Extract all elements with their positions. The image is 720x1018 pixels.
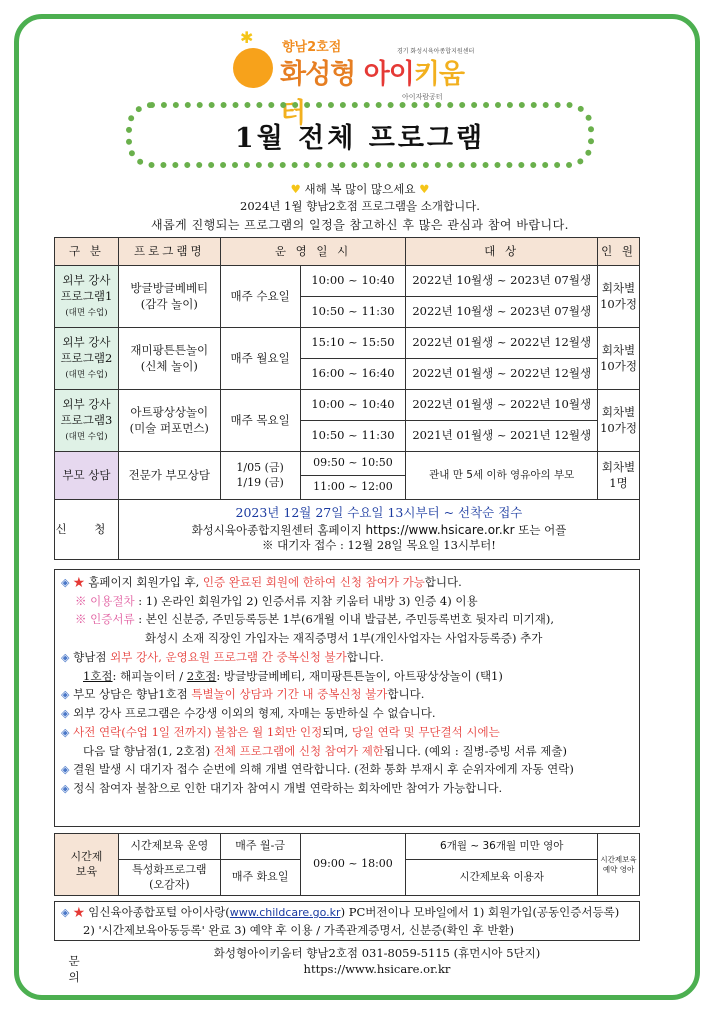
- target-cell: 2022년 01월생 ~ 2022년 10월생: [406, 390, 598, 421]
- header-program: 프로그램명: [118, 238, 220, 266]
- apply-info: [118, 500, 639, 560]
- table-row: [55, 390, 640, 421]
- target-cell: 6개월 ~ 36개월 미만 영아: [406, 834, 598, 860]
- program-table: [54, 237, 640, 560]
- note-item: ◈ 결원 발생 시 대기자 접수 순번에 의해 개별 연락합니다. (전화 통화 부재시 후 순위자에게 자동 연락): [61, 762, 574, 777]
- table-header-row: [55, 238, 640, 266]
- greeting-line2: 2024년 1월 향남2호점 프로그램을 소개합니다.: [240, 199, 480, 213]
- header-count: 인 원: [598, 238, 640, 266]
- timecare-label: 시간제 보육: [55, 834, 119, 896]
- time-cell: 10:50 ~ 11:30: [300, 421, 406, 452]
- day-cell: 매주 월요일: [220, 328, 300, 390]
- note-item: ※ 이용절차 : 1) 온라인 회원가입 2) 인증서류 지참 키움터 내방 3) 인증 4) 이용: [75, 593, 478, 608]
- diamond-icon: ◈: [61, 725, 70, 739]
- target-cell: 2022년 10월생 ~ 2023년 07월생: [406, 297, 598, 328]
- target-cell: 2021년 01월생 ~ 2021년 12월생: [406, 421, 598, 452]
- logo-name: 화성형 아이키움터: [280, 59, 464, 129]
- apply-method: 화성시육아종합지원센터 홈페이지 https://www.hsicare.or.kr 또는 어플: [191, 522, 567, 537]
- logo-branch: 향남2호점: [282, 40, 342, 55]
- note-item: 화성시 소재 직장인 가입자는 재직증명서 1부(개인사업자는 사업자등록증) 추가: [145, 631, 543, 646]
- header-schedule: 운 영 일 시: [220, 238, 406, 266]
- note-item: ※ 인증서류 : 본인 신분증, 주민등록등본 1부(6개월 이내 발급본, 주민등록번호 뒷자리 미기재),: [75, 612, 554, 627]
- category-cell: 외부 강사 프로그램1 (대면 수업): [55, 266, 119, 328]
- star-icon: ★: [73, 575, 85, 589]
- footer-line2: 2) '시간제보육아동등록' 완료 3) 예약 후 이용 / 가족관계증명서, 신분증(확인 후 반환): [83, 922, 515, 937]
- target-cell: 관내 만 5세 이하 영유아의 부모: [406, 452, 598, 500]
- heart-icon: ♥: [290, 182, 301, 196]
- logo-center: 경기 화성시육아종합지원센터: [397, 48, 475, 55]
- diamond-icon: ◈: [61, 688, 70, 702]
- title-box: [126, 102, 594, 168]
- program-name-cell: 전문가 부모상담: [118, 452, 220, 500]
- target-cell: 2022년 01월생 ~ 2022년 12월생: [406, 328, 598, 359]
- childcare-link[interactable]: www.childcare.go.kr: [229, 906, 341, 919]
- date-cell: 1/05 (금) 1/19 (금): [220, 452, 300, 500]
- category-cell: 부모 상담: [55, 452, 119, 500]
- target-cell: 시간제보육 이용자: [406, 860, 598, 896]
- note-item: 다음 달 향남점(1, 2호점) 전체 프로그램에 신청 참여가 제한됩니다. (예외 : 질병-증빙 서류 제출): [83, 743, 568, 758]
- note-item: ◈ ★ 홈페이지 회원가입 후, 인증 완료된 회원에 한하여 신청 참여가 가능합니다.: [61, 575, 462, 589]
- table-row: [55, 834, 640, 860]
- note-item: ◈ 향남점 외부 강사, 운영요원 프로그램 간 중복신청 불가합니다.: [61, 649, 384, 664]
- count-cell: 회차별 1명: [598, 452, 640, 500]
- contact-link[interactable]: https://www.hsicare.or.kr: [303, 962, 451, 976]
- heart-icon: ♥: [419, 182, 430, 196]
- table-row: [55, 266, 640, 297]
- count-cell: 회차별 10가정: [598, 266, 640, 328]
- apply-link[interactable]: https://www.hsicare.or.kr: [365, 522, 515, 537]
- program-name-cell: 재미팡튼튼놀이 (신체 놀이): [118, 328, 220, 390]
- note-item: ◈ 정식 참여자 불참으로 인한 대기자 참여시 개별 연락하는 회차에만 참여가 가능합니다.: [61, 781, 503, 795]
- time-cell: 16:00 ~ 16:40: [300, 359, 406, 390]
- contact-section: [54, 941, 640, 983]
- target-cell: 2022년 10월생 ~ 2023년 07월생: [406, 266, 598, 297]
- day-cell: 매주 수요일: [220, 266, 300, 328]
- day-cell: 매주 화요일: [220, 860, 300, 896]
- category-cell: 외부 강사 프로그램3 (대면 수업): [55, 390, 119, 452]
- logo-tagline: 아이자람공터: [402, 93, 443, 101]
- note-item: ◈ 외부 강사 프로그램은 수강생 이외의 형제, 자매는 동반하실 수 없습니다.: [61, 705, 436, 720]
- header-target: 대 상: [406, 238, 598, 266]
- time-cell: 10:00 ~ 10:40: [300, 390, 406, 421]
- program-name-cell: 아트팡상상놀이 (미술 퍼포먼스): [118, 390, 220, 452]
- star-icon: ★: [73, 905, 85, 919]
- apply-date: 2023년 12월 27일 수요일 13시부터 ~ 선착순 접수: [235, 505, 523, 521]
- target-cell: 2022년 01월생 ~ 2022년 12월생: [406, 359, 598, 390]
- note-item: 1호점: 해피놀이터 / 2호점: 방글방글베베티, 재미팡튼튼놀이, 아트팡상상놀이 (택1): [83, 668, 503, 683]
- time-cell: 15:10 ~ 15:50: [300, 328, 406, 359]
- program-name-cell: 특성화프로그램 (오감자): [118, 860, 220, 896]
- contact-label: 문 의: [68, 954, 90, 984]
- table-row: [55, 328, 640, 359]
- diamond-icon: ◈: [61, 706, 70, 720]
- footer-notes: [54, 901, 640, 941]
- diamond-icon: ◈: [61, 650, 70, 664]
- diamond-icon: ◈: [61, 782, 70, 795]
- footer-line1: ◈ ★ 임신육아종합포털 아이사랑(www.childcare.go.kr) PC버전이나 모바일에서 1) 회원가입(공동인증서등록): [61, 905, 620, 919]
- program-name-cell: 방글방글베베티 (감각 놀이): [118, 266, 220, 328]
- time-cell: 10:50 ~ 11:30: [300, 297, 406, 328]
- day-cell: 매주 월-금: [220, 834, 300, 860]
- diamond-icon: ◈: [61, 763, 70, 777]
- diamond-icon: ◈: [61, 576, 70, 589]
- star-icon: ✱: [240, 28, 254, 47]
- time-cell: 10:00 ~ 10:40: [300, 266, 406, 297]
- table-row-parent: [55, 452, 640, 476]
- apply-waitlist: ※ 대기자 접수 : 12월 28일 목요일 13시부터!: [261, 538, 496, 553]
- time-cell: 09:50 ~ 10:50: [300, 452, 406, 476]
- contact-info: 화성형아이키움터 향남2호점 031-8059-5115 (휴먼시아 5단지): [213, 946, 541, 960]
- greeting-line1: ♥ 새해 복 많이 많으세요 ♥: [290, 182, 430, 196]
- diamond-icon: ◈: [61, 906, 70, 919]
- count-cell: 회차별 10가정: [598, 390, 640, 452]
- day-cell: 매주 목요일: [220, 390, 300, 452]
- timecare-table: [54, 833, 640, 896]
- time-cell: 11:00 ~ 12:00: [300, 476, 406, 500]
- notes-box: [54, 569, 640, 827]
- category-cell: 외부 강사 프로그램2 (대면 수업): [55, 328, 119, 390]
- header-category: 구 분: [55, 238, 119, 266]
- apply-label: 신 청: [55, 500, 119, 560]
- note-item: ◈ 부모 상담은 향남1호점 특별놀이 상담과 기간 내 중복신청 불가합니다.: [61, 687, 425, 702]
- count-cell: 시간제보육 예약 영아: [598, 834, 640, 896]
- time-cell: 09:00 ~ 18:00: [300, 834, 406, 896]
- page-title: 1월 전체 프로그램: [234, 122, 486, 154]
- count-cell: 회차별 10가정: [598, 328, 640, 390]
- greeting-line3: 새롭게 진행되는 프로그램의 일정을 참고하신 후 많은 관심과 참여 바랍니다.: [151, 218, 569, 232]
- program-name-cell: 시간제보육 운영: [118, 834, 220, 860]
- note-item: ◈ 사전 연락(수업 1일 전까지) 불참은 월 1회만 인정되며, 당일 연락 및 무단결석 시에는: [61, 724, 500, 739]
- table-row-apply: [55, 500, 640, 560]
